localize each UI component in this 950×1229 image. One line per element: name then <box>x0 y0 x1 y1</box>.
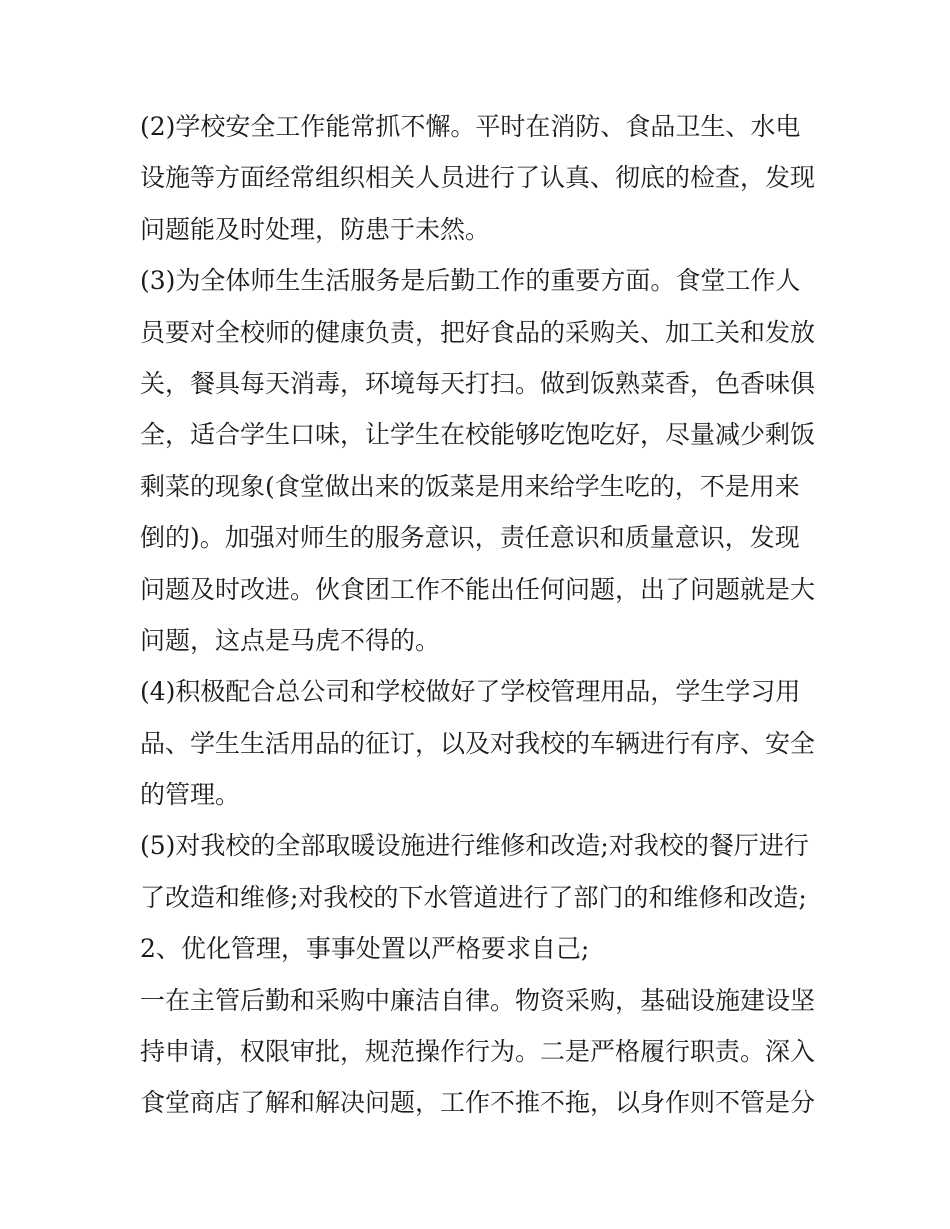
text-line: 倒的)。加强对师生的服务意识，责任意识和质量意识，发现 <box>140 523 800 553</box>
text-line: 问题能及时处理，防患于未然。 <box>140 214 491 244</box>
text-line: (4)积极配合总公司和学校做好了学校管理用品，学生学习用 <box>140 677 801 707</box>
text-line: 食堂商店了解和解决问题，工作不推不拖，以身作则不管是分 <box>140 1088 816 1118</box>
text-line: 了改造和维修;对我校的下水管道进行了部门的和维修和改造; <box>140 882 807 912</box>
text-line: 问题，这点是马虎不得的。 <box>140 625 441 655</box>
text-line: (5)对我校的全部取暖设施进行维修和改造;对我校的餐厅进行 <box>140 831 809 861</box>
text-line: 品、学生生活用品的征订，以及对我校的车辆进行有序、安全 <box>140 728 816 758</box>
text-line: 设施等方面经常组织相关人员进行了认真、彻底的检查，发现 <box>140 163 816 193</box>
text-line: 问题及时改进。伙食团工作不能出任何问题，出了问题就是大 <box>140 574 816 604</box>
text-line: 全，适合学生口味，让学生在校能够吃饱吃好，尽量减少剩饭 <box>140 420 816 450</box>
text-line: 关，餐具每天消毒，环境每天打扫。做到饭熟菜香，色香味俱 <box>140 368 816 398</box>
text-line: 一在主管后勤和采购中廉洁自律。物资采购，基础设施建设坚 <box>140 985 816 1015</box>
paragraph-item-3 <box>140 255 820 666</box>
text-line: 2、优化管理，事事处置以严格要求自己; <box>140 934 590 964</box>
text-line: 持申请，权限审批，规范操作行为。二是严格履行职责。深入 <box>140 1037 816 1067</box>
document-page <box>140 101 820 1129</box>
section-heading-2 <box>140 923 820 974</box>
text-line: 的管理。 <box>140 780 241 810</box>
paragraph-body <box>140 975 820 1129</box>
paragraph-item-4 <box>140 666 820 820</box>
text-line: 剩菜的现象(食堂做出来的饭菜是用来给学生吃的，不是用来 <box>140 471 800 501</box>
text-line: (3)为全体师生生活服务是后勤工作的重要方面。食堂工作人 <box>140 266 801 296</box>
text-line: (2)学校安全工作能常抓不懈。平时在消防、食品卫生、水电 <box>140 112 801 141</box>
paragraph-item-5 <box>140 820 820 923</box>
text-line: 员要对全校师的健康负责，把好食品的采购关、加工关和发放 <box>140 317 816 347</box>
paragraph-item-2 <box>140 101 820 255</box>
